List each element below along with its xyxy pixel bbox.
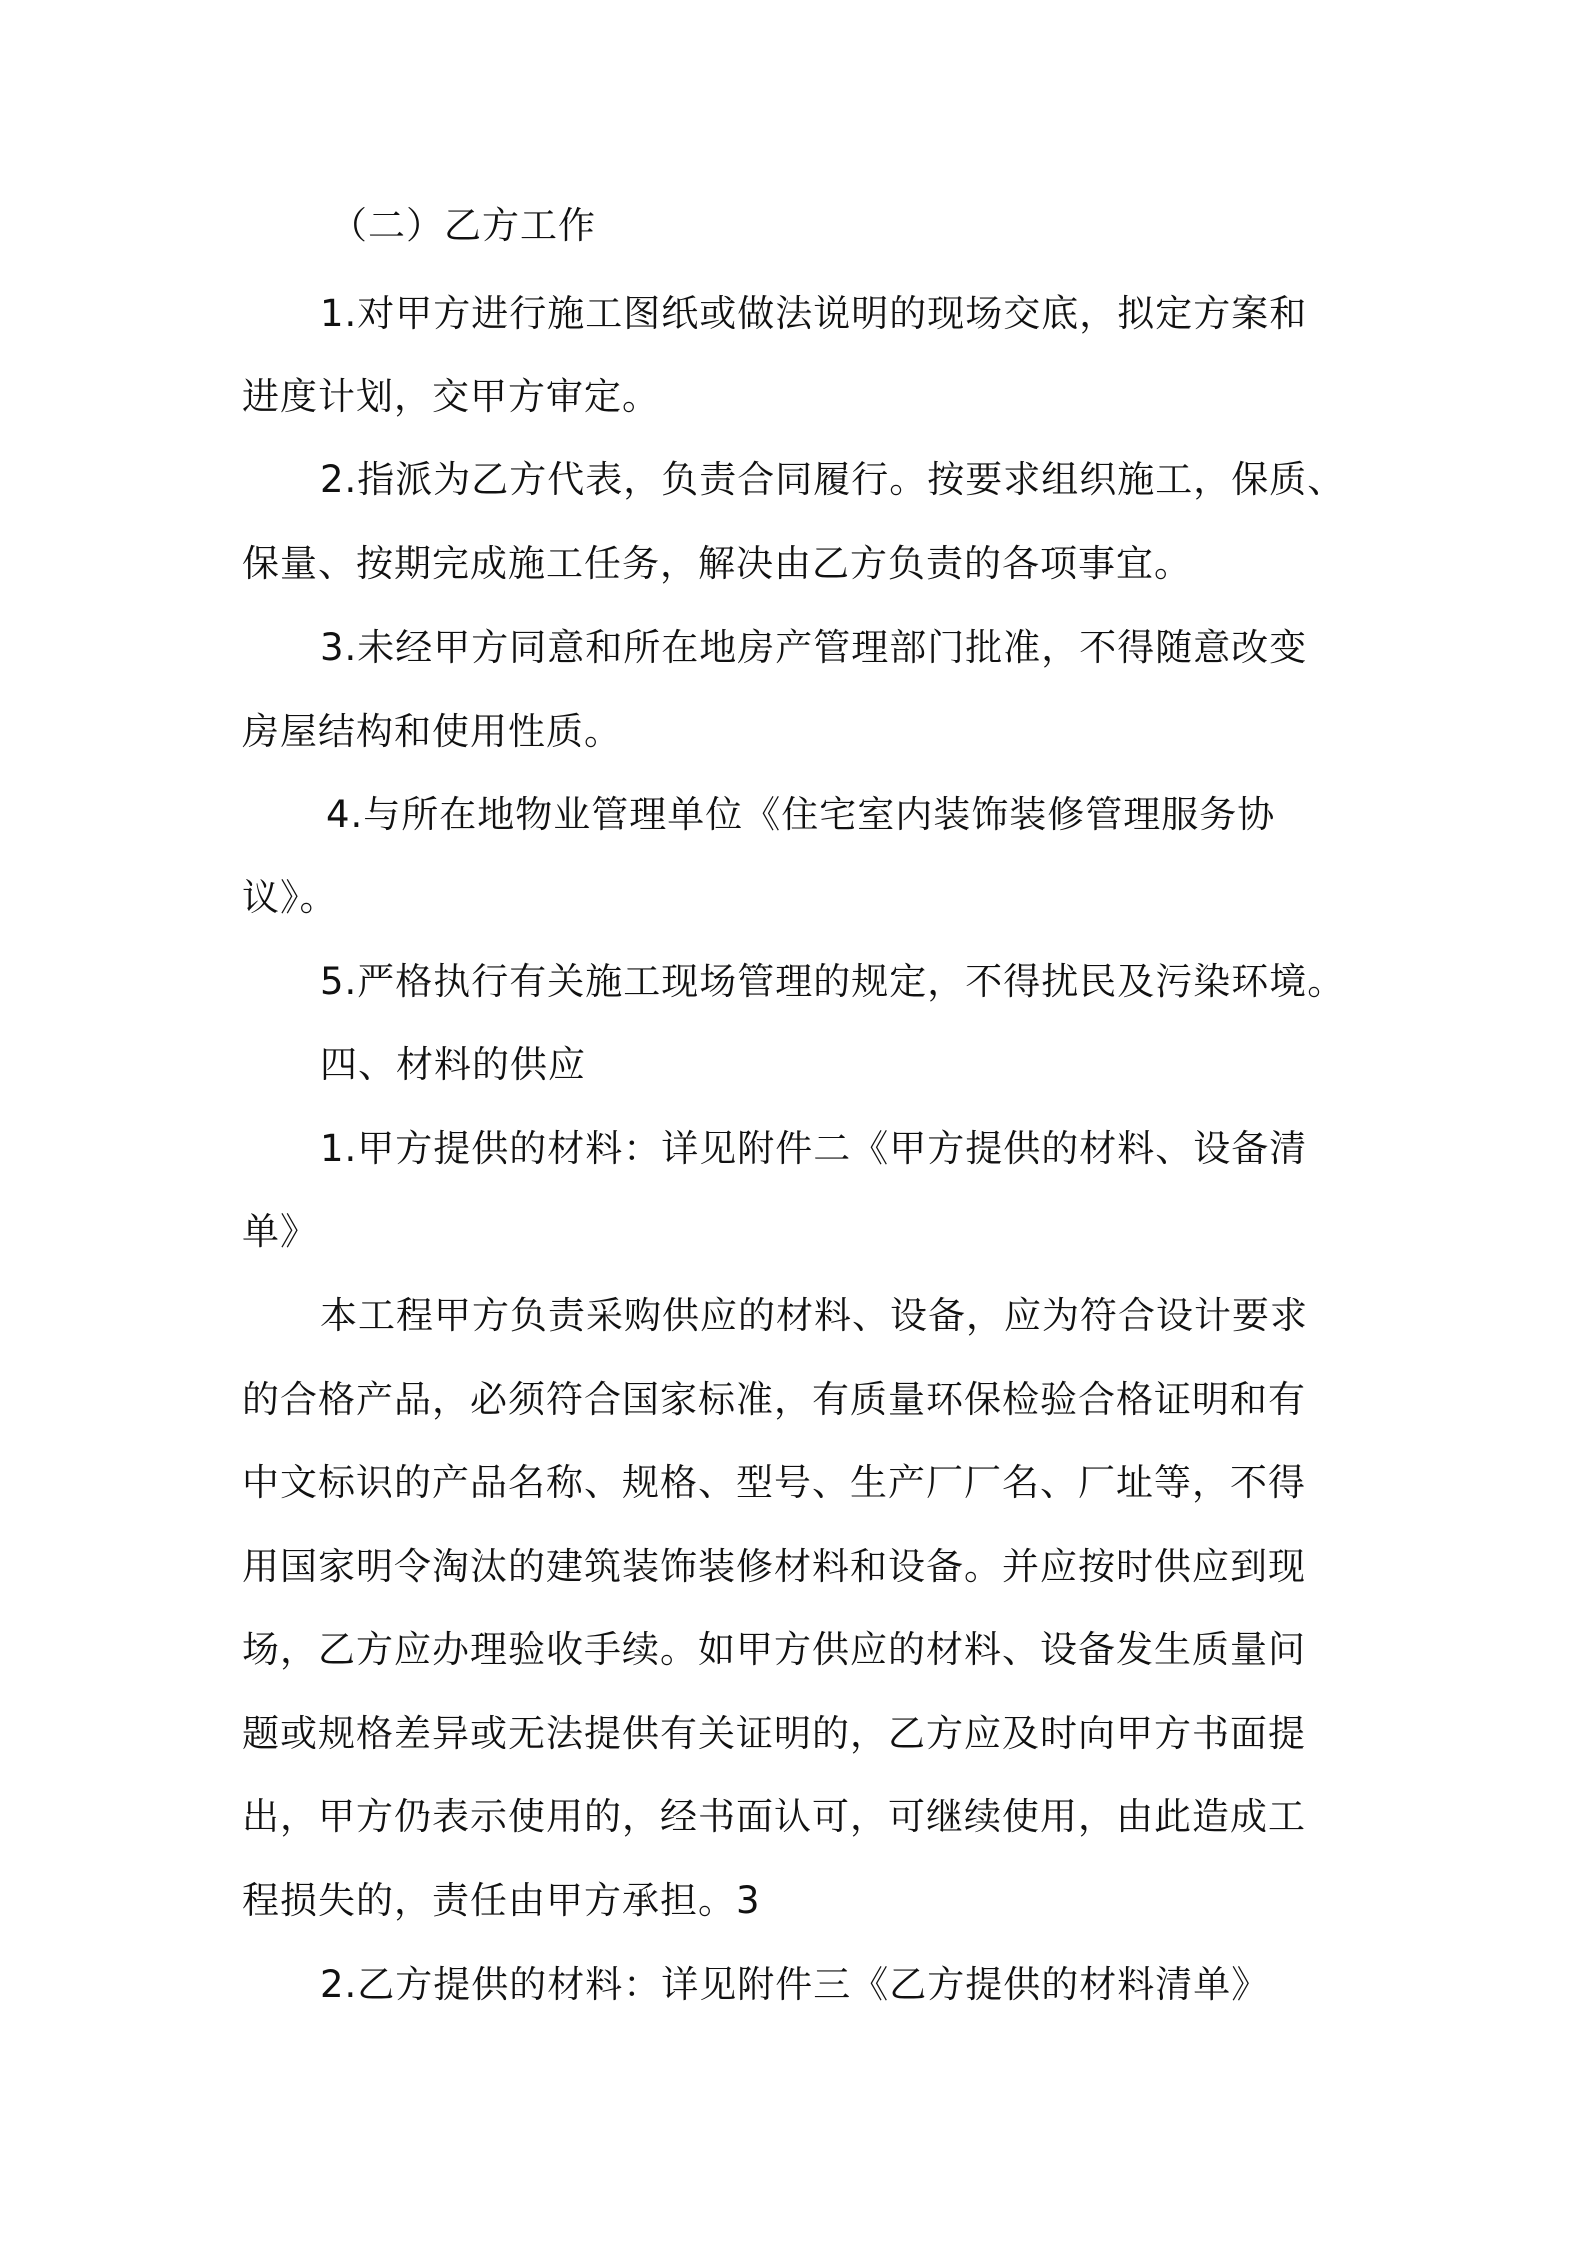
section-heading-party-b-work: （二）乙方工作	[330, 204, 596, 247]
paragraph-line: 2.乙方提供的材料：详见附件三《乙方提供的材料清单》	[320, 1963, 1270, 2006]
paragraph-line: 题或规格差异或无法提供有关证明的，乙方应及时向甲方书面提	[242, 1712, 1306, 1755]
paragraph-line: 1.甲方提供的材料：详见附件二《甲方提供的材料、设备清	[320, 1127, 1308, 1170]
paragraph-line: 保量、按期完成施工任务，解决由乙方负责的各项事宜。	[242, 542, 1192, 585]
paragraph-line: 4.与所在地物业管理单位《住宅室内装饰装修管理服务协	[326, 793, 1276, 836]
paragraph-line: 中文标识的产品名称、规格、型号、生产厂厂名、厂址等，不得	[242, 1461, 1306, 1504]
paragraph-line: 用国家明令淘汰的建筑装饰装修材料和设备。并应按时供应到现	[242, 1545, 1306, 1588]
paragraph-line: 2.指派为乙方代表，负责合同履行。按要求组织施工，保质、	[320, 458, 1346, 501]
paragraph-line: 单》	[242, 1210, 318, 1253]
paragraph-line: 5.严格执行有关施工现场管理的规定，不得扰民及污染环境。	[320, 960, 1346, 1003]
paragraph-line: 1.对甲方进行施工图纸或做法说明的现场交底，拟定方案和	[320, 292, 1308, 335]
paragraph-line: 程损失的，责任由甲方承担。3	[242, 1879, 761, 1922]
paragraph-line: 的合格产品，必须符合国家标准，有质量环保检验合格证明和有	[242, 1378, 1306, 1421]
paragraph-line: 议》。	[242, 876, 338, 919]
paragraph-line: 本工程甲方负责采购供应的材料、设备，应为符合设计要求	[320, 1294, 1308, 1337]
paragraph-line: 场，乙方应办理验收手续。如甲方供应的材料、设备发生质量问	[242, 1628, 1306, 1671]
paragraph-line: 出，甲方仍表示使用的，经书面认可，可继续使用，由此造成工	[242, 1795, 1306, 1838]
paragraph-line: 房屋结构和使用性质。	[242, 710, 622, 753]
section-heading-materials-supply: 四、材料的供应	[320, 1043, 586, 1086]
paragraph-line: 进度计划，交甲方审定。	[242, 375, 660, 418]
paragraph-line: 3.未经甲方同意和所在地房产管理部门批准，不得随意改变	[320, 626, 1308, 669]
